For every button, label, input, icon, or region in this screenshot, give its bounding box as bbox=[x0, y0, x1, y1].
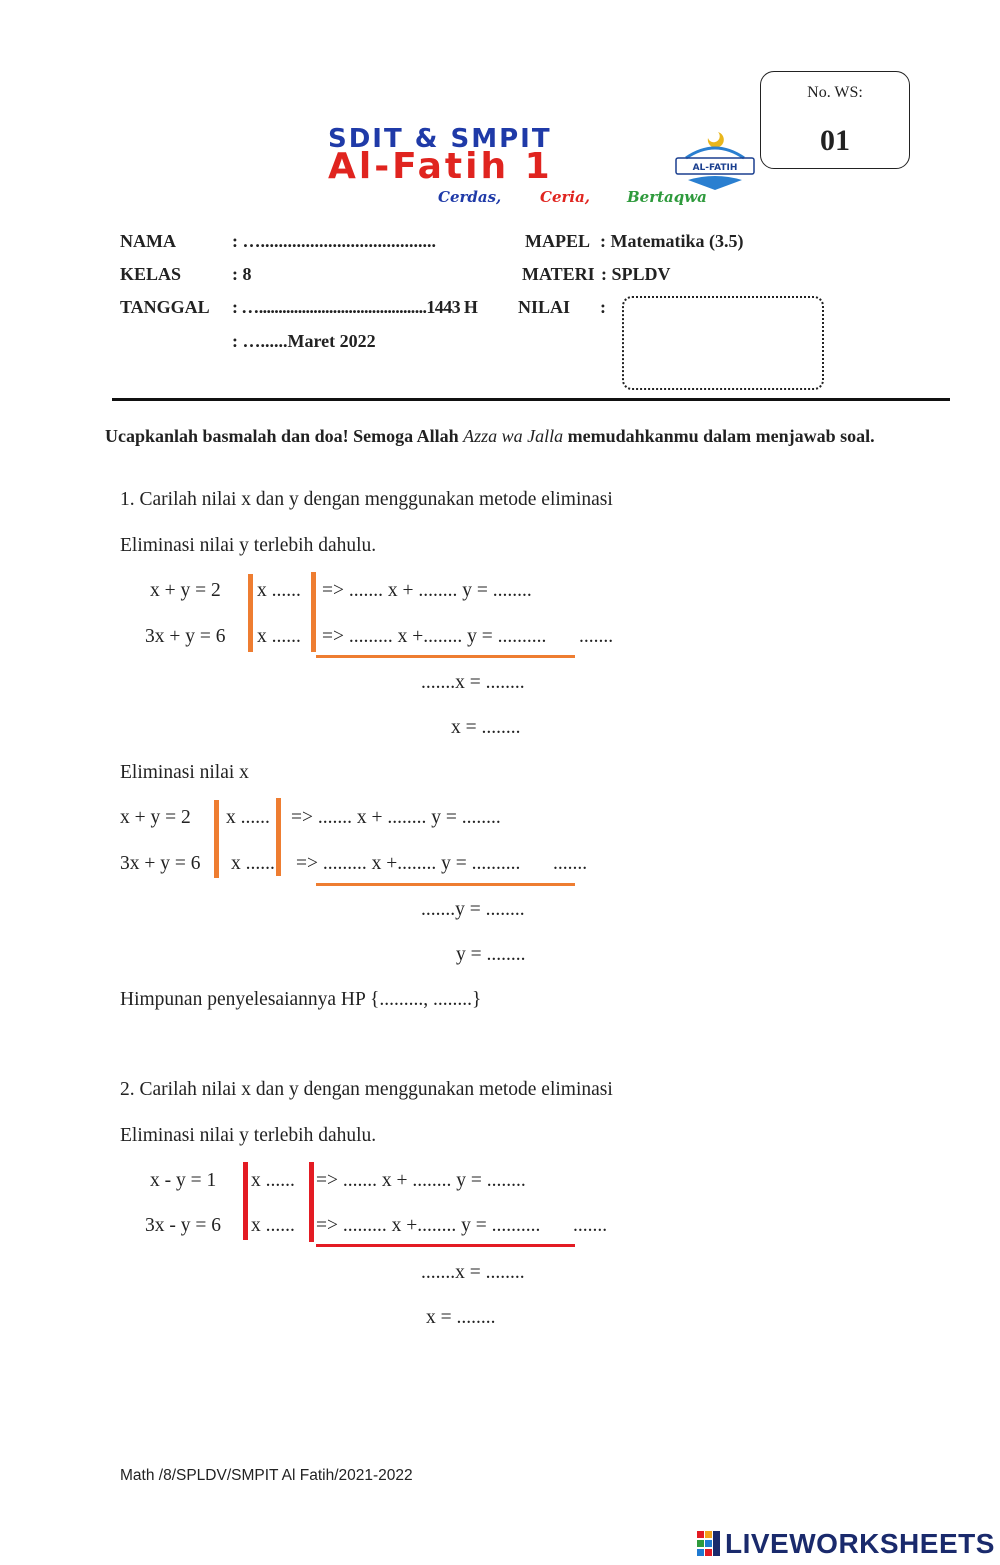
school-emblem-icon bbox=[668, 128, 762, 192]
q1-eq1: x + y = 2 bbox=[150, 580, 221, 601]
nilai-colon: : bbox=[600, 297, 606, 317]
q2-eq2: 3x - y = 6 bbox=[145, 1215, 221, 1236]
tagline-ceria: Ceria, bbox=[540, 188, 591, 206]
q1b-step1-field[interactable]: .......y = ........ bbox=[421, 899, 525, 920]
liveworksheets-brand[interactable]: LIVEWORKSHEETS bbox=[725, 1528, 995, 1559]
mapel-label: MAPEL bbox=[525, 231, 590, 251]
school-name-line1: SDIT & SMPIT bbox=[328, 124, 552, 154]
q1-title: 1. Carilah nilai x dan y dengan menggunakan metode eliminasi bbox=[120, 489, 613, 510]
q1b-bracket-left bbox=[214, 800, 219, 878]
header-divider bbox=[112, 398, 950, 401]
q2-bracket-right bbox=[309, 1162, 314, 1242]
q2-res1-field[interactable]: => ....... x + ........ y = ........ bbox=[316, 1170, 526, 1191]
q2-bracket-left bbox=[243, 1162, 248, 1240]
tanggal-masehi-field[interactable]: : …......Maret 2022 bbox=[232, 331, 376, 351]
q2-step2-field[interactable]: x = ........ bbox=[426, 1307, 496, 1328]
nama-field[interactable]: : …....................................... bbox=[232, 231, 436, 251]
q1-sub1: Eliminasi nilai y terlebih dahulu. bbox=[120, 535, 377, 556]
q1-res2-field[interactable]: => ......... x +........ y = .......... bbox=[322, 626, 547, 647]
liveworksheets-logo-icon bbox=[697, 1531, 721, 1557]
q1b-res2-field[interactable]: => ......... x +........ y = .......... bbox=[296, 853, 521, 874]
worksheet-number-box bbox=[760, 71, 910, 169]
q1-eq2: 3x + y = 6 bbox=[145, 626, 226, 647]
q1-sub2: Eliminasi nilai x bbox=[120, 762, 249, 783]
worksheet-number-label: No. WS: bbox=[807, 84, 863, 101]
q2-sum-line bbox=[316, 1244, 575, 1247]
q1-sum-line bbox=[316, 655, 575, 658]
q1-hp-field[interactable]: Himpunan penyelesaiannya HP {........., ........} bbox=[120, 989, 482, 1010]
q1-bracket-right bbox=[311, 572, 316, 652]
school-name-line2: Al-Fatih 1 bbox=[328, 146, 553, 187]
q1-res2-tail[interactable]: ....... bbox=[579, 626, 614, 647]
worksheet-number-value: 01 bbox=[820, 124, 850, 157]
q1-step2-field[interactable]: x = ........ bbox=[451, 717, 521, 738]
intro-instruction: Ucapkanlah basmalah dan doa! Semoga Allah Azza wa Jalla memudahkanmu dalam menjawab soal. bbox=[105, 426, 875, 446]
q1b-res1-field[interactable]: => ....... x + ........ y = ........ bbox=[291, 807, 501, 828]
intro-italic: Azza wa Jalla bbox=[463, 426, 564, 446]
nilai-label: NILAI bbox=[518, 297, 571, 317]
q2-res2-field[interactable]: => ......... x +........ y = .......... bbox=[316, 1215, 541, 1236]
materi-label: MATERI bbox=[522, 264, 595, 284]
q1b-eq1: x + y = 2 bbox=[120, 807, 191, 828]
nilai-score-box[interactable] bbox=[622, 296, 824, 390]
kelas-value: : 8 bbox=[232, 264, 252, 284]
q2-eq1: x - y = 1 bbox=[150, 1170, 217, 1191]
q1b-eq2: 3x + y = 6 bbox=[120, 853, 201, 874]
q1b-sum-line bbox=[316, 883, 575, 886]
tanggal-hijri-field[interactable]: : …...........................................1443 H bbox=[232, 297, 478, 317]
footer-text: Math /8/SPLDV/SMPIT Al Fatih/2021-2022 bbox=[120, 1467, 413, 1484]
q1-mul1-field[interactable]: x ...... bbox=[257, 580, 301, 601]
q2-mul1-field[interactable]: x ...... bbox=[251, 1170, 295, 1191]
q2-mul2-field[interactable]: x ...... bbox=[251, 1215, 295, 1236]
q2-title: 2. Carilah nilai x dan y dengan menggunakan metode eliminasi bbox=[120, 1079, 613, 1100]
tagline-cerdas: Cerdas, bbox=[438, 188, 502, 206]
tagline-bertaqwa: Bertaqwa bbox=[627, 188, 707, 206]
q2-res2-tail[interactable]: ....... bbox=[573, 1215, 608, 1236]
kelas-label: KELAS bbox=[120, 264, 182, 284]
q1b-mul2-field[interactable]: x ...... bbox=[231, 853, 275, 874]
q2-step1-field[interactable]: .......x = ........ bbox=[421, 1262, 525, 1283]
q1-step1-field[interactable]: .......x = ........ bbox=[421, 672, 525, 693]
mapel-value: : Matematika (3.5) bbox=[600, 231, 744, 251]
materi-value: : SPLDV bbox=[601, 264, 671, 284]
q1-res1-field[interactable]: => ....... x + ........ y = ........ bbox=[322, 580, 532, 601]
q1-mul2-field[interactable]: x ...... bbox=[257, 626, 301, 647]
q1-bracket-left bbox=[248, 574, 253, 652]
q1b-bracket-right bbox=[276, 798, 281, 876]
q1b-step2-field[interactable]: y = ........ bbox=[456, 944, 526, 965]
tanggal-label: TANGGAL bbox=[120, 297, 210, 317]
q1b-mul1-field[interactable]: x ...... bbox=[226, 807, 270, 828]
q1b-res2-tail[interactable]: ....... bbox=[553, 853, 588, 874]
q2-sub1: Eliminasi nilai y terlebih dahulu. bbox=[120, 1125, 377, 1146]
nama-label: NAMA bbox=[120, 231, 176, 251]
emblem-text: AL-FATIH bbox=[692, 163, 738, 173]
